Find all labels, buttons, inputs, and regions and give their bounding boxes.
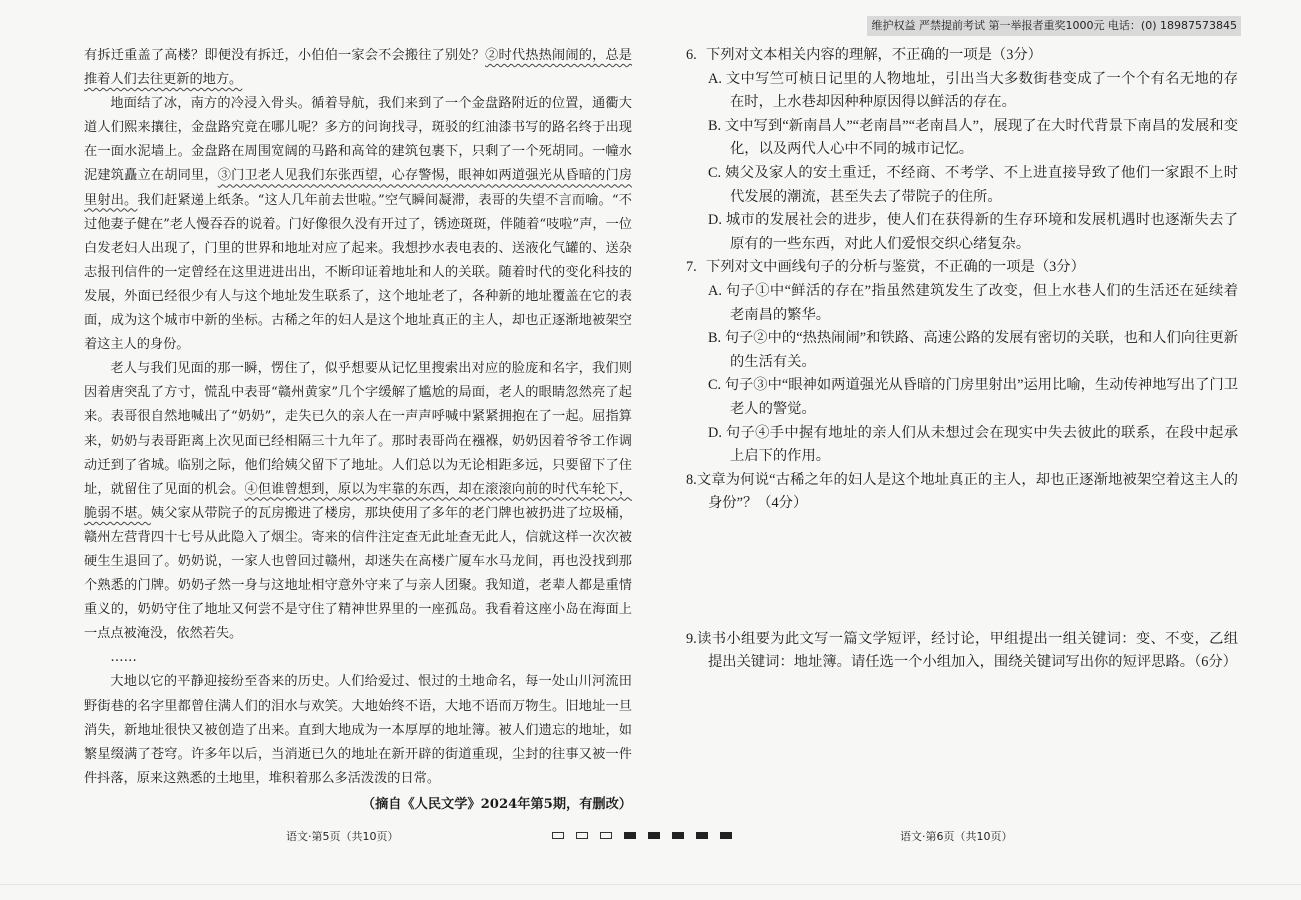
question-7 (686, 256, 1238, 468)
passage-text: 老人与我们见面的那一瞬，愣住了，似乎想要从记忆里搜索出对应的脸庞和名字，我们则因着唐突乱了方寸，慌乱中表哥“赣州黄家”几个字缓解了尴尬的局面，老人的眼睛忽然亮了起来。表哥很自然地喊出了“奶奶”，走失已久的亲人在一声声呼喊中紧紧拥抱在了一起。屈指算来，奶奶与表哥距离上次见面已经相隔三十九年了。那时表哥尚在襁褓，奶奶因着爷爷工作调动迁到了省城。临别之际，他们给姨父留下了地址。人们总以为无论相距多远，只要留下了住址，就留住了见面的机会。 (84, 361, 632, 497)
option-b: B. 文中写到“新南昌人”“老南昌”“老南昌人”，展现了在大时代背景下南昌的发展和变化，以及两代人心中不同的城市记忆。 (708, 117, 1238, 158)
registration-mark (696, 832, 708, 839)
passage-text: 姨父家从带院子的瓦房搬进了楼房，那块使用了多年的老门牌也被扔进了垃圾桶，赣州左营背四十七号从此隐入了烟尘。寄来的信件注定查无此址查无此人，信就这样一次次被硬生生退回了。奶奶说，一家人也曾回过赣州，却迷失在高楼广厦车水马龙间，再也没找到那个熟悉的门牌。奶奶孑然一身与这地址相守意外守来了与亲人团聚。我知道，老辈人都是重情重义的，奶奶守住了地址又何尝不是守住了精神世界里的一座孤岛。我看着这座小岛在海面上一点点被淹没，依然若失。 (84, 505, 633, 642)
registration-mark (672, 832, 684, 839)
scan-edge (0, 884, 1301, 885)
question-number: 6. (686, 47, 697, 63)
option-a: A. 文中写竺可桢日记里的人物地址，引出当大多数街巷变成了一个个有名无地的存在时，上水巷却因种种原因得以鲜活的存在。 (708, 70, 1238, 111)
option-a: A. 句子①中“鲜活的存在”指虽然建筑发生了改变，但上水巷人们的生活还在延续着老南昌的繁华。 (708, 282, 1238, 323)
question-text: 读书小组要为此文写一篇文学短评，经讨论，甲组提出一组关键词：变、不变，乙组提出关键词：地址簿。请任选一个小组加入，围绕关键词写出你的短评思路。（6分） (696, 630, 1238, 671)
page-footer-right: 语文·第6页（共10页） (900, 830, 1013, 843)
registration-mark (648, 832, 660, 839)
question-9 (686, 628, 1238, 675)
option-c: C. 句子③中“眼神如两道强光从昏暗的门房里射出”运用比喻，生动传神地写出了门卫老人的警觉。 (708, 377, 1238, 417)
question-number: 9. (686, 630, 697, 647)
passage-paragraph (84, 92, 632, 357)
answer-space (686, 516, 1238, 628)
passage-source: （摘自《人民文学》2024年第5期，有删改） (361, 796, 632, 812)
question-6 (686, 44, 1238, 256)
question-8 (686, 469, 1238, 516)
passage-text: 地面结了冰，南方的冷浸入骨头。循着导航，我们来到了一个金盘路附近的位置，通衢大道人们熙来攘往，金盘路究竟在哪儿呢？多方的问询找寻，斑驳的红油漆书写的路名终于出现在一面水泥墙上。金盘路在周围宽阔的马路和高耸的建筑包裹下，只剩了一个死胡同。一幢水泥建筑矗立在胡同里， (84, 96, 632, 184)
passage-paragraph (84, 44, 632, 92)
registration-marks (552, 832, 732, 839)
reading-passage (84, 44, 632, 817)
passage-ellipsis: …… (110, 650, 137, 666)
passage-paragraph (84, 357, 632, 646)
registration-mark (600, 832, 612, 839)
question-section (686, 44, 1238, 675)
option-d: D. 城市的发展社会的进步，使人们在获得新的生存环境和发展机遇时也逐渐失去了原有的一些东西，对此人们爱恨交织心绪复杂。 (708, 212, 1238, 252)
question-stem (686, 44, 1238, 68)
option-d: D. 句子④手中握有地址的亲人们从未想过会在现实中失去彼此的联系，在段中起承上启下的作用。 (708, 424, 1238, 465)
question-text: 下列对文本相关内容的理解，不正确的一项是（3分） (706, 47, 1042, 63)
question-stem (686, 469, 1238, 516)
passage-text: 有拆迁重盖了高楼？即便没有拆迁，小伯伯一家会不会搬往了别处？ (84, 48, 486, 63)
registration-mark (576, 832, 588, 839)
anti-cheat-banner: 维护权益 严禁提前考试 第一举报者重奖1000元 电话：(0) 18987573845 (867, 16, 1241, 36)
registration-mark (552, 832, 564, 839)
question-text: 下列对文中画线句子的分析与鉴赏，不正确的一项是（3分） (706, 259, 1085, 276)
passage-text: 我们赶紧递上纸条。“这人几年前去世啦。”空气瞬间凝滞，表哥的失望不言而喻。“不过他妻子健在”老人慢吞吞的说着。门好像很久没有开过了，锈迹斑斑，伴随着“吱啦”声，一位白发老妇人出现了，门里的世界和地址对应了起来。我想抄水表电表的、送液化气罐的、送杂志报刊信件的一定曾经在这里进进出出，不断印证着地址和人的关联。随着时代的变化科技的发展，外面已经很少有人与这个地址发生联系了，这个地址老了，各种新的地址覆盖在它的表面，成为这个城市中新的坐标。古稀之年的妇人是这个地址真正的主人，却也正逐渐地被架空着这主人的身份。 (84, 192, 632, 353)
passage-paragraph: 大地以它的平静迎接纷至沓来的历史。人们给爱过、恨过的土地命名，每一处山川河流田野街巷的名字里都曾住满人们的泪水与欢笑。大地始终不语，大地不语而万物生。旧地址一旦消失，新地址很快又被创造了出来。直到大地成为一本厚厚的地址簿。被人们遗忘的地址，如繁星缀满了苍穹。许多年以后，当消逝已久的地址在新开辟的街道重现，尘封的往事又被一件件抖落，原来这熟悉的土地里，堆积着那么多活泼泼的日常。 (84, 674, 632, 786)
underlined-sentence-2: ②时代热热闹闹的，总是推着人们去往更新的地方。 (84, 48, 632, 88)
question-number: 7. (686, 259, 697, 276)
option-c: C. 姨父及家人的安土重迁，不经商、不考学、不上进直接导致了他们一家跟不上时代发展的潮流，甚至失去了带院子的住所。 (708, 164, 1238, 205)
registration-mark (624, 832, 636, 839)
question-stem (686, 256, 1238, 280)
registration-mark (720, 832, 732, 839)
underlined-sentence-4: ④但谁曾想到，原以为牢靠的东西，却在滚滚向前的时代车轮下，脆弱不堪。 (84, 481, 633, 521)
question-text: 文章为何说“古稀之年的妇人是这个地址真正的主人，却也正逐渐地被架空着这主人的身份”？（4分） (696, 471, 1238, 512)
question-stem (686, 628, 1238, 675)
option-b: B. 句子②中的“热热闹闹”和铁路、高速公路的发展有密切的关联，也和人们向往更新的生活有关。 (708, 330, 1238, 370)
question-number: 8. (686, 471, 697, 488)
page-footer-left: 语文·第5页（共10页） (286, 830, 399, 843)
underlined-sentence-3: ③门卫老人见我们东张西望，心存警惕，眼神如两道强光从昏暗的门房里射出。 (84, 168, 632, 208)
